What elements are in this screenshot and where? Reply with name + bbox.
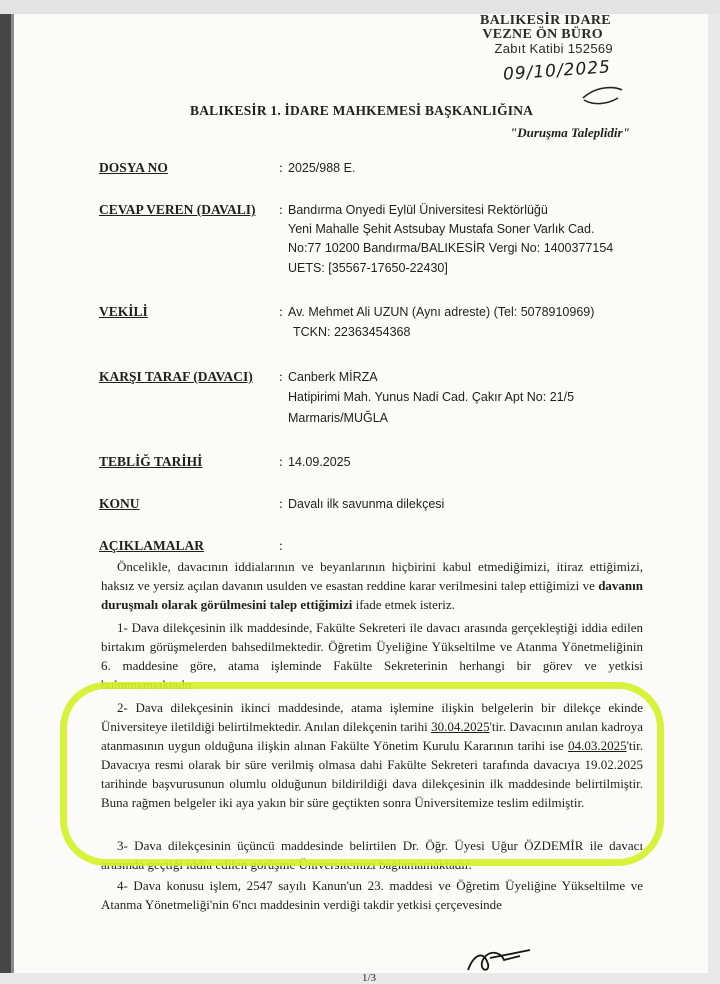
document-page: BALIKESİR IDARE VEZNE ÖN BÜRO Zabıt Katibi 152569 09/10/2025 BALIKESİR 1. İDARE MAHKEMESİ BAŞKANLIĞINA "Duruşma Taleplidir" DOSYA NO : 2025/988 E. CEVAP VEREN (DAVALI) : Bandırma Onyedi Eylül Üniversitesi Rektörlüğü Yeni Mahalle Şehit Astsubay Mustafa Soner Varlık Cad. No:77 10200 Bandırma/BALIKESİR Vergi No: 1400377154 UETS: [35567-17650-22430] VEKİLİ : Av. Mehmet Ali UZUN (Aynı adreste) (Tel: 5078910969) TCKN: 22363454368 KARŞI TARAF (DAVACI) : Canberk MİRZA Hatipirimi Mah. Yunus Nadi Cad. Çakır Apt No: 21/5 Marmaris/MUĞLA TEBLİĞ TARİHİ : 14.09.2025 KONU : Davalı ilk savunma dilekçesi AÇIKLAMALAR : Öncelikle, davacının iddialarının ve beyanlarının hiçbirini kabul etmediğimizi, itiraz ettiğimizi, haksız ve yersiz açılan davanın usulden ve esastan reddine karar verilmesini talep ettiğimizi ve davanın duruşmalı olarak görülmesini talep ettiğimizi ifade etmek isteriz. 1- Dava dilekçesinin ilk maddesinde, Fakülte Sekreteri ile davacı arasında gerçekleştiği iddia edilen birtakım görüşmelerden bahsedilmektedir. Öğretim Üyeliğine Yükseltilme ve Atanma Yönetmeliğinin 6. maddesine göre, atama işleminde Fakülte Sekreterinin herhangi bir görev ve yetkisi bulunmamaktadır. 2- Dava dilekçesinin ikinci maddesinde, atama işlemine ilişkin belgelerin bir dilekçe ekinde Üniversiteye iletildiği belirtilmektedir. Anılan dilekçenin tarihi 30.04.2025'tir. Davacının anılan kadroya atanmasının uygun olduğuna ilişkin alınan Fakülte Yönetim Kurulu Kararının tarihi ise 04.03.2025'tir. Davacıya resmi olarak bir süre verilmiş olmasa dahi Fakülte Sekreteri tarafında davacıya 19.02.2025 tarihinde başvurusunun olumlu olduğunun bildirildiği dava dilekçesinin ilk maddesinde belirtilmiştir. Buna rağmen belgeler iki aya yakın bir süre geçtikten sonra Üniversitemize teslim edilmiştir. 3- Dava dilekçesinin üçüncü maddesinde belirtilen Dr. Öğr. Üyesi Uğur ÖZDEMİR ile davacı arasında geçtiği iddia edilen görüşme Üniversitemizi bağlamamaktadır. 4- Dava konusu işlem, 2547 sayılı Kanun'un 23. maddesi ve Öğretim Üyeliğine Yükseltilme ve Atanma Yönetmeliği'nin 6'ncı maddesinin verdiği takdir yetkisi çerçevesinde 1/3 [0, 14, 708, 973]
signature [460, 944, 540, 974]
board-decision-date: 04.03.2025 [568, 738, 627, 753]
file-no-label: DOSYA NO [99, 160, 168, 175]
top-margin [0, 0, 720, 14]
respondent-label: CEVAP VEREN (DAVALI) [99, 202, 256, 217]
notification-date-value: 14.09.2025 [288, 455, 351, 469]
page-number: 1/3 [362, 972, 377, 984]
paragraph-2: 2- Dava dilekçesinin ikinci maddesinde, atama işlemine ilişkin belgelerin bir dilekçe ekinde Üniversiteye iletildiği belirtilmektedir. Anılan dilekçenin tarihi 30.04.2025'tir. Davacının anılan kadroya atanmasının uygun olduğuna ilişkin alınan Fakülte Yönetim Kurulu Kararının tarihi ise 04.03.2025'tir. Davacıya resmi olarak bir süre verilmiş olmasa dahi Fakülte Sekreteri tarafında davacıya 19.02.2025 tarihinde başvurusunun olumlu olduğunun bildirildiği dava dilekçesinin ilk maddesinde belirtilmiştir. Buna rağmen belgeler iki aya yakın bir süre geçtikten sonra Üniversitemize teslim edilmiştir. [101, 700, 644, 810]
stamp-line-3: Zabıt Katibi 152569 [494, 41, 613, 56]
stamp-initial-mark [578, 80, 628, 110]
subject-value: Davalı ilk savunma dilekçesi [288, 497, 445, 511]
paragraph-intro: Öncelikle, davacının iddialarının ve beyanlarının hiçbirini kabul etmediğimizi, itiraz ettiğimizi, haksız ve yersiz açılan davanın usulden ve esastan reddine karar verilmesini talep ettiğimizi ve davanın duruşmalı olarak görülmesini talep ettiğimizi ifade etmek isteriz. [101, 559, 644, 612]
court-title: BALIKESİR 1. İDARE MAHKEMESİ BAŞKANLIĞINA [190, 103, 534, 118]
stamp-line-2: VEZNE ÖN BÜRO [482, 27, 603, 42]
file-no-value: 2025/988 E. [288, 161, 356, 175]
explanations-label: AÇIKLAMALAR [99, 538, 205, 553]
handwritten-date: 09/10/2025 [502, 57, 612, 85]
attorney-line-1: Av. Mehmet Ali UZUN (Aynı adreste) (Tel: 5078910969) [288, 305, 595, 319]
hearing-request-note: "Duruşma Taleplidir" [510, 125, 630, 140]
receipt-stamp [480, 14, 615, 56]
paragraph-3: 3- Dava dilekçesinin üçüncü maddesinde belirtilen Dr. Öğr. Üyesi Uğur ÖZDEMİR ile davacı arasında geçtiği iddia edilen görüşme Üniversitemizi bağlamamaktadır. [101, 838, 643, 872]
respondent-line-3: No:77 10200 Bandırma/BALIKESİR Vergi No: 1400377154 [288, 241, 614, 255]
subject-label: KONU [99, 496, 140, 511]
petition-date: 30.04.2025 [431, 719, 490, 734]
binding-edge [0, 14, 11, 973]
paragraph-4: 4- Dava konusu işlem, 2547 sayılı Kanun'un 23. maddesi ve Öğretim Üyeliğine Yükseltilme ve Atanma Yönetmeliği'nin 6'ncı maddesinin verdiği takdir yetkisi çerçevesinde [101, 878, 643, 912]
respondent-line-1: Bandırma Onyedi Eylül Üniversitesi Rektörlüğü [288, 203, 548, 217]
plaintiff-line-2: Hatipirimi Mah. Yunus Nadi Cad. Çakır Apt No: 21/5 [288, 390, 575, 404]
plaintiff-label: KARŞI TARAF (DAVACI) [99, 369, 253, 384]
stamp-line-1: BALIKESİR IDARE [480, 13, 611, 28]
attorney-line-2: TCKN: 22363454368 [293, 325, 411, 339]
paragraph-1: 1- Dava dilekçesinin ilk maddesinde, Fakülte Sekreteri ile davacı arasında gerçekleştiği iddia edilen birtakım görüşmelerden bahsedilmektedir. Öğretim Üyeliğine Yükseltilme ve Atanma Yönetmeliğinin 6. maddesine göre, atama işleminde Fakülte Sekreterinin herhangi bir görev ve yetkisi bulunmamaktadır. [101, 620, 643, 692]
respondent-line-4: UETS: [35567-17650-22430] [288, 261, 448, 275]
attorney-label: VEKİLİ [99, 304, 148, 319]
plaintiff-line-3: Marmaris/MUĞLA [288, 411, 389, 425]
respondent-line-2: Yeni Mahalle Şehit Astsubay Mustafa Soner Varlık Cad. [288, 222, 595, 236]
plaintiff-line-1: Canberk MİRZA [288, 370, 378, 384]
notification-date-label: TEBLİĞ TARİHİ [99, 454, 203, 469]
